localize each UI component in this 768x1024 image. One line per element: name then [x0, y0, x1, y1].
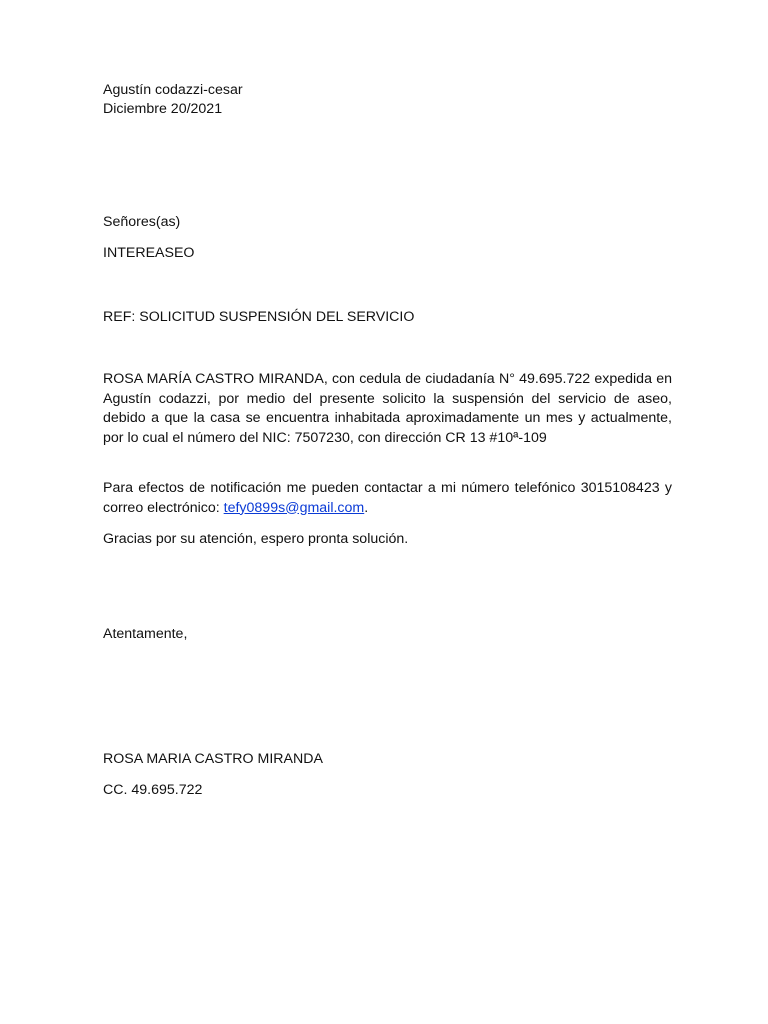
letter-place: Agustín codazzi-cesar — [103, 82, 243, 98]
reference-line: REF: SOLICITUD SUSPENSIÓN DEL SERVICIO — [103, 309, 415, 325]
body-paragraph-1: ROSA MARÍA CASTRO MIRANDA, con cedula de ciudadanía N° 49.695.722 expedida en Agustín codazzi, por medio del presente solicito la suspensión del servicio de aseo, debido a que la casa se encuentra inhabitada aproximadamente un mes y actualmente, por lo cual el número del NIC: 7507230, con dirección CR 13 #10ª-109 — [103, 371, 672, 446]
letter-date: Diciembre 20/2021 — [103, 101, 223, 117]
thanks-line: Gracias por su atención, espero pronta solución. — [103, 531, 409, 547]
email-link[interactable]: tefy0899s@gmail.com — [223, 499, 365, 516]
recipient: INTEREASEO — [103, 245, 195, 261]
signature-name: ROSA MARIA CASTRO MIRANDA — [103, 751, 323, 767]
contact-text: Para efectos de notificación me pueden contactar a mi número telefónico 3015108423 y correo electrónico: — [103, 480, 672, 516]
closing-line: Atentamente, — [103, 626, 188, 642]
salutation: Señores(as) — [103, 214, 181, 230]
contact-text-end: . — [364, 499, 369, 516]
signature-id: CC. 49.695.722 — [103, 782, 203, 798]
body-paragraph-2 — [103, 479, 672, 518]
